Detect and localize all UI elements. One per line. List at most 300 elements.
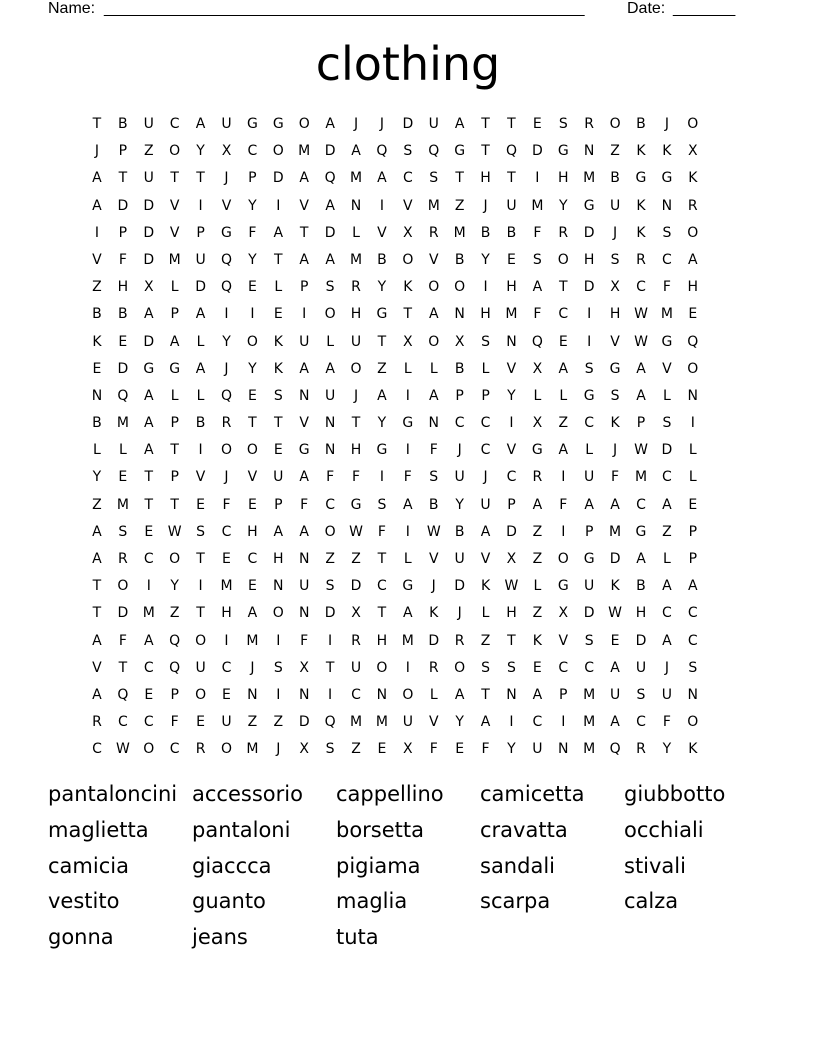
word-list-item: giubbotto: [624, 782, 726, 806]
grid-letter: T: [274, 251, 283, 268]
grid-letter: N: [376, 686, 388, 703]
grid-letter: S: [273, 659, 283, 676]
grid-letter: J: [276, 741, 281, 758]
grid-letter: F: [559, 496, 568, 513]
grid-letter: G: [609, 360, 621, 377]
grid-letter: C: [662, 469, 672, 486]
grid-letter: J: [94, 143, 100, 160]
grid-letter: F: [351, 469, 361, 486]
grid-letter: B: [195, 415, 206, 432]
word-list-item: camicetta: [480, 782, 585, 806]
word-list-item: guanto: [192, 889, 266, 914]
grid-letter: H: [506, 605, 517, 622]
grid-letter: G: [272, 116, 284, 132]
word-list-item: accessorio: [192, 782, 303, 806]
grid-letter: S: [429, 170, 439, 187]
grid-letter: H: [609, 306, 621, 323]
grid-letter: S: [325, 741, 335, 758]
grid-letter: I: [690, 415, 695, 432]
grid-letter: D: [143, 197, 155, 214]
grid-letter: W: [167, 523, 182, 540]
grid-letter: A: [325, 116, 335, 132]
grid-letter: H: [480, 170, 491, 187]
grid-letter: N: [324, 442, 336, 459]
grid-letter: T: [144, 469, 154, 486]
grid-letter: M: [660, 306, 673, 323]
grid-letter: E: [688, 496, 698, 513]
grid-letter: A: [92, 170, 102, 187]
grid-letter: P: [170, 686, 179, 703]
grid-letter: L: [93, 442, 101, 459]
grid-letter: P: [170, 469, 179, 486]
grid-letter: N: [558, 741, 569, 758]
grid-letter: U: [221, 714, 232, 731]
grid-letter: P: [248, 170, 257, 187]
grid-letter: A: [92, 632, 102, 649]
grid-letter: G: [298, 442, 310, 459]
grid-letter: O: [428, 279, 440, 296]
grid-letter: C: [687, 632, 698, 649]
grid-letter: B: [118, 116, 128, 132]
grid-letter: T: [92, 116, 102, 132]
grid-letter: O: [272, 143, 284, 160]
grid-letter: A: [143, 632, 154, 649]
grid-letter: M: [531, 197, 544, 214]
grid-row: [84, 736, 732, 763]
grid-letter: Y: [92, 469, 102, 486]
grid-letter: T: [403, 306, 413, 323]
grid-letter: V: [377, 224, 387, 241]
grid-letter: G: [583, 197, 595, 214]
grid-letter: Z: [92, 496, 102, 513]
grid-letter: O: [428, 333, 440, 350]
grid-letter: C: [377, 578, 387, 595]
grid-letter: C: [506, 469, 517, 486]
grid-letter: R: [351, 632, 361, 649]
grid-letter: G: [583, 387, 595, 404]
grid-letter: S: [273, 387, 283, 404]
grid-letter: P: [299, 279, 309, 296]
grid-letter: U: [195, 251, 206, 268]
grid-letter: O: [687, 714, 699, 731]
grid-letter: Y: [248, 197, 257, 214]
grid-letter: C: [480, 415, 491, 432]
grid-letter: N: [454, 306, 465, 323]
grid-letter: A: [143, 387, 154, 404]
grid-letter: E: [247, 387, 257, 404]
grid-letter: G: [221, 224, 232, 241]
grid-letter: M: [246, 741, 259, 758]
grid-letter: T: [325, 659, 335, 676]
grid-letter: D: [583, 224, 595, 241]
grid-letter: U: [428, 116, 439, 132]
grid-letter: X: [532, 415, 543, 432]
grid-letter: M: [349, 170, 363, 187]
grid-letter: F: [662, 714, 671, 731]
grid-letter: K: [688, 170, 698, 187]
grid-letter: A: [299, 469, 309, 486]
grid-letter: H: [583, 251, 595, 268]
grid-letter: U: [221, 116, 232, 132]
grid-letter: V: [299, 415, 309, 432]
grid-letter: E: [196, 496, 205, 513]
grid-row: [84, 464, 732, 491]
grid-letter: B: [636, 578, 646, 595]
grid-letter: A: [636, 360, 646, 377]
grid-letter: O: [195, 686, 207, 703]
grid-letter: K: [662, 143, 672, 160]
grid-letter: A: [403, 496, 413, 513]
grid-letter: L: [326, 333, 335, 350]
grid-letter: J: [353, 387, 359, 404]
grid-letter: Y: [481, 251, 490, 268]
grid-letter: D: [195, 279, 206, 296]
grid-letter: N: [687, 686, 699, 703]
grid-letter: S: [558, 116, 568, 132]
grid-letter: C: [351, 686, 361, 703]
grid-letter: F: [248, 224, 257, 241]
grid-letter: V: [247, 469, 258, 486]
grid-letter: F: [611, 469, 620, 486]
grid-letter: L: [403, 360, 412, 377]
grid-letter: T: [481, 116, 490, 132]
grid-letter: E: [558, 333, 568, 350]
grid-letter: A: [377, 170, 387, 187]
grid-letter: J: [457, 442, 462, 459]
word-list-item: pantaloni: [192, 817, 291, 842]
name-line: ______________________________________________________: [104, 0, 585, 17]
grid-letter: D: [324, 143, 336, 160]
grid-letter: V: [558, 632, 569, 649]
grid-letter: Z: [532, 551, 543, 567]
grid-letter: E: [144, 686, 154, 703]
grid-letter: A: [299, 523, 309, 540]
grid-letter: D: [143, 224, 155, 241]
grid-letter: E: [455, 741, 465, 758]
grid-letter: M: [246, 632, 259, 649]
grid-letter: Z: [377, 360, 387, 377]
grid-letter: U: [402, 714, 413, 731]
grid-letter: J: [664, 659, 669, 676]
grid-letter: T: [507, 632, 516, 649]
grid-letter: Z: [532, 605, 543, 622]
grid-letter: U: [584, 578, 595, 595]
grid-letter: A: [351, 143, 361, 160]
grid-letter: H: [480, 306, 491, 323]
grid-letter: I: [250, 306, 255, 323]
grid-letter: C: [687, 605, 698, 622]
grid-letter: G: [376, 306, 388, 323]
grid-letter: E: [144, 523, 154, 540]
grid-letter: C: [636, 496, 646, 513]
grid-letter: L: [274, 279, 283, 296]
grid-letter: D: [506, 523, 517, 540]
grid-letter: D: [661, 442, 673, 459]
grid-letter: B: [480, 224, 491, 241]
grid-letter: O: [117, 578, 129, 595]
grid-letter: A: [454, 686, 465, 703]
grid-letter: H: [221, 605, 232, 622]
grid-row: [84, 329, 732, 356]
grid-letter: A: [662, 496, 672, 513]
grid-letter: K: [273, 360, 283, 377]
grid-letter: F: [170, 714, 179, 731]
grid-letter: D: [402, 116, 414, 132]
grid-letter: X: [532, 360, 543, 377]
grid-letter: A: [454, 116, 465, 132]
grid-letter: Q: [117, 686, 129, 703]
grid-letter: O: [376, 659, 388, 676]
grid-letter: R: [428, 224, 439, 241]
grid-letter: O: [220, 442, 232, 459]
grid-letter: F: [533, 306, 542, 323]
grid-letter: P: [584, 523, 594, 540]
grid-letter: J: [664, 116, 669, 132]
grid-letter: P: [688, 551, 698, 567]
grid-letter: M: [505, 306, 518, 323]
grid-letter: H: [273, 551, 284, 567]
grid-letter: O: [557, 551, 569, 567]
grid-letter: Z: [558, 415, 569, 432]
grid-row: [84, 301, 732, 328]
worksheet-header: [48, 0, 748, 20]
grid-letter: B: [377, 251, 387, 268]
grid-letter: L: [196, 333, 205, 350]
grid-letter: J: [613, 442, 618, 459]
grid-letter: I: [535, 170, 540, 187]
grid-letter: Z: [351, 741, 361, 758]
grid-letter: X: [558, 605, 569, 622]
grid-letter: N: [298, 686, 310, 703]
grid-letter: J: [457, 605, 462, 622]
grid-letter: P: [196, 224, 205, 241]
grid-letter: P: [118, 143, 128, 160]
grid-letter: A: [195, 306, 206, 323]
grid-letter: B: [610, 170, 620, 187]
grid-letter: N: [506, 333, 517, 350]
grid-letter: X: [299, 741, 309, 758]
grid-letter: R: [195, 741, 206, 758]
grid-letter: E: [507, 251, 516, 268]
grid-letter: K: [610, 578, 620, 595]
grid-letter: A: [273, 523, 284, 540]
grid-letter: B: [636, 116, 646, 132]
grid-letter: Z: [143, 143, 154, 160]
grid-letter: N: [298, 551, 310, 567]
grid-letter: R: [636, 251, 646, 268]
grid-letter: F: [300, 496, 309, 513]
grid-letter: K: [429, 605, 439, 622]
grid-letter: D: [143, 333, 155, 350]
grid-letter: A: [247, 605, 258, 622]
grid-letter: J: [250, 659, 255, 676]
grid-letter: I: [405, 659, 410, 676]
grid-letter: C: [325, 496, 335, 513]
grid-letter: Y: [170, 578, 179, 595]
grid-letter: A: [143, 442, 154, 459]
grid-letter: U: [661, 686, 673, 703]
grid-letter: D: [454, 578, 466, 595]
grid-letter: P: [118, 224, 128, 241]
grid-letter: R: [687, 197, 698, 214]
grid-letter: C: [558, 659, 569, 676]
grid-letter: E: [196, 714, 205, 731]
grid-letter: V: [662, 360, 672, 377]
grid-letter: X: [403, 741, 413, 758]
grid-letter: O: [350, 360, 362, 377]
grid-letter: H: [687, 279, 699, 296]
grid-letter: I: [509, 415, 514, 432]
grid-letter: R: [221, 415, 232, 432]
word-list-item: cravatta: [480, 817, 568, 842]
grid-letter: T: [196, 551, 205, 567]
grid-letter: O: [557, 251, 569, 268]
grid-letter: W: [608, 605, 622, 622]
grid-letter: C: [169, 116, 180, 132]
grid-letter: O: [687, 360, 699, 377]
grid-letter: N: [506, 686, 517, 703]
grid-letter: E: [377, 741, 387, 758]
word-list-item: pantaloncini: [48, 782, 178, 806]
word-list-item: maglietta: [48, 817, 149, 842]
grid-letter: T: [481, 686, 490, 703]
grid-letter: F: [403, 469, 412, 486]
grid-letter: B: [118, 306, 128, 323]
grid-letter: C: [143, 714, 154, 731]
grid-letter: B: [92, 306, 102, 323]
grid-letter: O: [246, 333, 258, 350]
grid-letter: O: [687, 116, 699, 132]
grid-letter: P: [274, 496, 283, 513]
grid-letter: O: [246, 442, 258, 459]
grid-letter: E: [222, 551, 231, 567]
grid-row: [84, 356, 732, 383]
grid-letter: A: [325, 251, 335, 268]
grid-letter: Z: [325, 551, 335, 567]
word-list-item: calza: [624, 889, 679, 914]
grid-letter: R: [117, 551, 128, 567]
grid-letter: R: [636, 741, 646, 758]
grid-letter: D: [609, 551, 621, 567]
grid-letter: A: [143, 415, 154, 432]
grid-letter: B: [506, 224, 517, 241]
grid-letter: A: [688, 578, 698, 595]
grid-letter: V: [221, 197, 232, 214]
grid-letter: I: [405, 442, 410, 459]
grid-letter: P: [507, 496, 516, 513]
grid-letter: Y: [455, 714, 464, 731]
grid-letter: V: [403, 197, 413, 214]
grid-letter: O: [609, 116, 621, 132]
grid-letter: X: [143, 279, 154, 296]
grid-row: [84, 546, 732, 573]
grid-letter: B: [92, 415, 102, 432]
grid-letter: U: [195, 659, 206, 676]
grid-letter: Z: [92, 279, 102, 296]
grid-letter: V: [428, 551, 439, 567]
grid-letter: I: [276, 197, 281, 214]
grid-letter: I: [276, 632, 281, 649]
word-list-item: pigiama: [336, 853, 421, 878]
grid-row: [84, 111, 732, 138]
grid-letter: Q: [687, 333, 699, 350]
grid-letter: W: [426, 523, 441, 540]
word-list-item: stivali: [624, 853, 686, 878]
grid-letter: I: [561, 714, 566, 731]
word-list-item: borsetta: [336, 817, 425, 842]
grid-letter: A: [403, 605, 413, 622]
grid-letter: C: [143, 659, 154, 676]
grid-letter: T: [248, 415, 257, 432]
grid-letter: C: [532, 714, 543, 731]
grid-letter: V: [92, 659, 102, 676]
grid-letter: A: [299, 170, 309, 187]
grid-letter: A: [92, 551, 102, 567]
grid-letter: K: [480, 578, 491, 595]
grid-letter: E: [247, 496, 257, 513]
grid-letter: A: [325, 360, 335, 377]
grid-letter: O: [169, 551, 181, 567]
grid-letter: E: [273, 442, 283, 459]
grid-letter: S: [118, 523, 128, 540]
grid-letter: P: [559, 686, 568, 703]
grid-letter: M: [220, 578, 233, 595]
grid-letter: Q: [169, 659, 181, 676]
grid-letter: V: [610, 333, 620, 350]
grid-row: [84, 573, 732, 600]
grid-letter: F: [533, 224, 542, 241]
grid-letter: E: [532, 659, 542, 676]
grid-letter: J: [224, 360, 229, 377]
grid-letter: D: [143, 251, 155, 268]
grid-letter: A: [636, 387, 646, 404]
grid-row: [84, 600, 732, 627]
grid-letter: Y: [377, 279, 387, 296]
grid-letter: S: [610, 251, 620, 268]
grid-letter: S: [481, 659, 490, 676]
grid-letter: E: [118, 333, 128, 350]
grid-letter: U: [609, 197, 621, 214]
grid-letter: P: [688, 523, 698, 540]
grid-letter: V: [506, 442, 517, 459]
grid-letter: D: [117, 197, 129, 214]
grid-letter: A: [325, 197, 335, 214]
grid-letter: C: [247, 143, 258, 160]
grid-letter: U: [273, 469, 284, 486]
grid-letter: C: [662, 605, 672, 622]
grid-letter: O: [298, 116, 310, 132]
grid-letter: A: [428, 387, 439, 404]
grid-letter: L: [196, 387, 205, 404]
grid-letter: G: [661, 170, 673, 187]
grid-letter: U: [143, 116, 154, 132]
grid-letter: M: [401, 632, 414, 649]
grid-letter: A: [428, 306, 439, 323]
grid-row: [84, 383, 732, 410]
grid-letter: A: [143, 306, 154, 323]
grid-letter: F: [429, 442, 438, 459]
grid-row: [84, 165, 732, 192]
grid-letter: A: [558, 360, 569, 377]
word-list-item: scarpa: [480, 889, 551, 914]
grid-letter: A: [584, 496, 594, 513]
grid-letter: Q: [324, 170, 336, 187]
grid-row: [84, 274, 732, 301]
grid-letter: N: [687, 387, 699, 404]
grid-letter: S: [584, 360, 594, 377]
grid-letter: N: [298, 387, 310, 404]
grid-letter: N: [583, 143, 595, 160]
